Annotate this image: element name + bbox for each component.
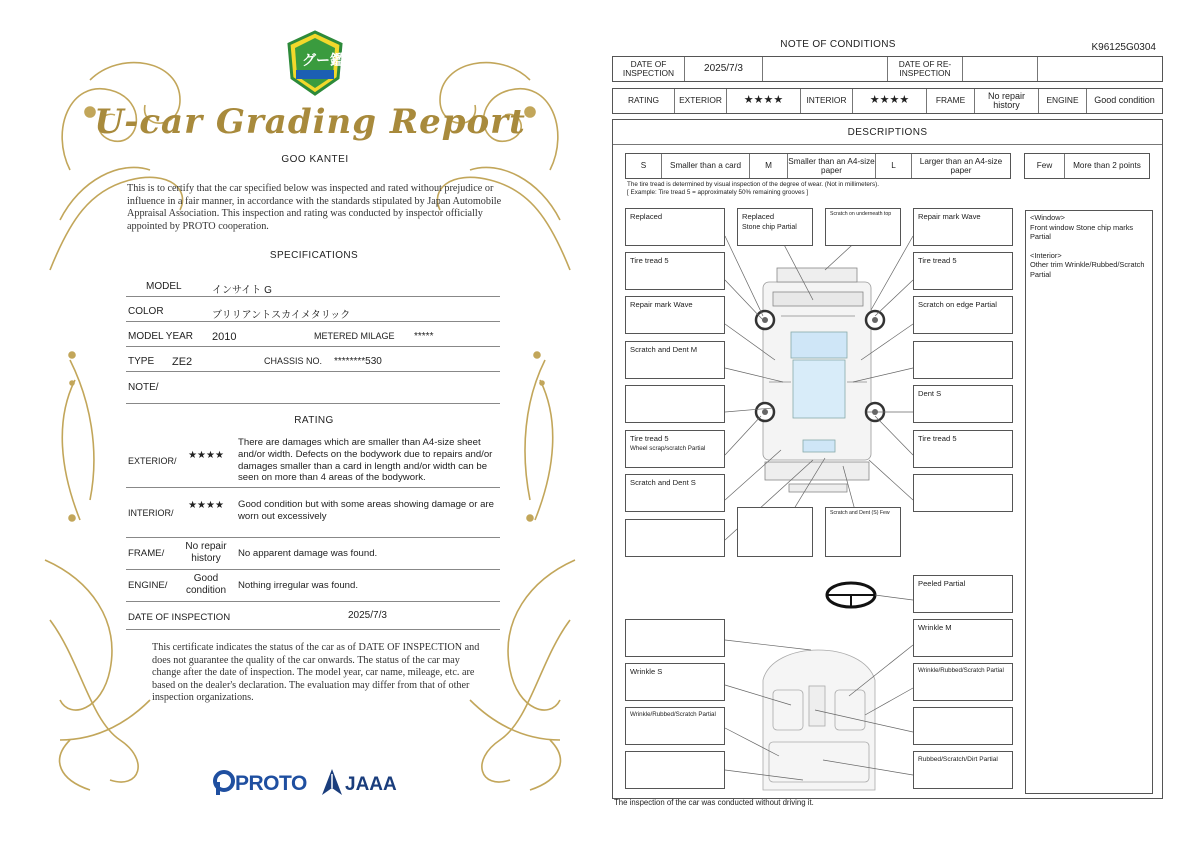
note-box-r3: Scratch on edge Partial	[913, 296, 1013, 334]
proto-logo-text: PROTO	[235, 772, 307, 795]
inspection-date-value: 2025/7/3	[348, 610, 387, 621]
key-few: Few	[1025, 154, 1065, 178]
spec-row-note	[126, 372, 500, 404]
note-box-l9	[625, 619, 725, 657]
exterior-label: EXTERIOR/	[128, 456, 177, 466]
rating-summary-row	[612, 88, 1163, 114]
rating-row-interior	[126, 488, 500, 538]
note-box-r5: Dent S	[913, 385, 1013, 423]
frame-value: No repair history	[185, 541, 227, 564]
rating-row-frame	[126, 538, 500, 570]
note-box-l11: Wrinkle/Rubbed/Scratch Partial	[625, 707, 725, 745]
frame-description: No apparent damage was found.	[238, 548, 378, 559]
interior-label: INTERIOR/	[128, 508, 174, 518]
rating-heading: RATING	[294, 415, 334, 426]
badge-text: グー鑑定	[302, 52, 358, 68]
report-title: U-car Grading Report	[94, 102, 526, 142]
t2-line-1: Replaced	[742, 212, 775, 221]
jaaa-logo-icon	[320, 768, 344, 796]
key-s-desc: Smaller than a card	[662, 154, 750, 178]
blank-cell	[763, 57, 888, 81]
key-m: M	[750, 154, 788, 178]
note-box-r7	[913, 474, 1013, 512]
engine-label: ENGINE	[1039, 89, 1087, 113]
l6-line-1: Tire tread 5	[630, 434, 669, 443]
note-box-r8: Peeled Partial	[913, 575, 1013, 613]
note-box-r11	[913, 707, 1013, 745]
note-box-l6	[625, 430, 725, 468]
note-box-l8	[625, 519, 725, 557]
rating-row-exterior	[126, 434, 500, 488]
noc-title: NOTE OF CONDITIONS	[780, 39, 896, 50]
window-heading: <Window>	[1030, 213, 1065, 222]
certification-statement: This is to certify that the car specified below was inspected and rated without prejudice or influence in a fair manner, in accordance with the standards stipulated by Japan Automobile Appraisal Association. This inspection and rating was conducted by inspector officially appointed by PROTO cooperation.	[127, 183, 502, 232]
reinspection-date-label: DATE OF RE-INSPECTION	[888, 57, 963, 81]
note-box-l3: Repair mark Wave	[625, 296, 725, 334]
key-l: L	[876, 154, 912, 178]
note-box-l5	[625, 385, 725, 423]
model-value: インサイト G	[212, 285, 272, 296]
note-box-r6: Tire tread 5	[913, 430, 1013, 468]
note-box-l4: Scratch and Dent M	[625, 341, 725, 379]
report-subtitle: GOO KANTEI	[281, 154, 349, 165]
few-key	[1024, 153, 1150, 179]
type-label: TYPE	[128, 356, 155, 367]
note-box-l10: Wrinkle S	[625, 663, 725, 701]
t2-line-2: Stone chip Partial	[742, 224, 797, 231]
note-of-conditions	[608, 30, 1168, 820]
spec-row-type	[126, 347, 500, 372]
spec-row-color	[126, 297, 500, 322]
inspection-date-label: DATE OF INSPECTION	[128, 612, 231, 623]
steering-wheel-icon	[827, 583, 875, 607]
key-m-desc: Smaller than an A4-size paper	[788, 154, 876, 178]
window-note: Front window Stone chip marks Partial	[1030, 222, 1134, 242]
metered-mileage-label: METERED MILAGE	[314, 331, 395, 341]
certificate-disclaimer: This certificate indicates the status of the car as of DATE OF INSPECTION and does not guarantee the quality of the car onwards. The status of the car may change after the date of inspection. The model year, car name, mileage, etc. are based on the dealer's declaration. The evaluation may differ from that of other inspection organizations.	[152, 642, 480, 703]
reinspection-date-value	[963, 57, 1038, 81]
note-box-l7: Scratch and Dent S	[625, 474, 725, 512]
inspection-footnote: The inspection of the car was conducted without driving it.	[614, 798, 814, 807]
model-year-label: MODEL YEAR	[128, 331, 194, 342]
note-box-l12	[625, 751, 725, 789]
key-l-desc: Larger than an A4-size paper	[919, 156, 1003, 175]
exterior-description: There are damages which are smaller than A4-size sheet and/or width. Defects on the bodywork due to repairs and/or damages smaller than a card in length and/or width can be seen on more than 4 areas of the bodywork.	[238, 437, 493, 484]
model-year-value: 2010	[212, 331, 237, 343]
note-box-b3: Scratch and Dent (S) Few	[825, 507, 901, 557]
additional-notes	[1025, 210, 1153, 794]
frame-label: FRAME/	[128, 548, 165, 559]
metered-mileage-value: *****	[414, 331, 434, 342]
blank-cell	[1038, 57, 1162, 81]
interior-heading: <Interior>	[1030, 250, 1062, 260]
key-s: S	[626, 154, 662, 178]
model-label: MODEL	[146, 281, 182, 292]
jaaa-logo-text: JAAA	[345, 774, 397, 795]
note-box-r4	[913, 341, 1013, 379]
color-value: ブリリアントスカイメタリック	[212, 310, 351, 321]
l6-line-2: Wheel scrap/scratch Partial	[630, 445, 706, 452]
exterior-stars: ★★★★	[188, 450, 224, 461]
note-box-r9: Wrinkle M	[913, 619, 1013, 657]
note-box-r2: Tire tread 5	[913, 252, 1013, 290]
tire-note-line-1: The tire tread is determined by visual inspection of the degree of wear. (Not in millimeters).	[627, 181, 879, 188]
type-value: ZE2	[172, 356, 193, 368]
note-box-r1: Repair mark Wave	[913, 208, 1013, 246]
frame-label: FRAME	[927, 89, 975, 113]
descriptions-heading: DESCRIPTIONS	[613, 120, 1162, 145]
inspection-date-label: DATE OF INSPECTION	[613, 57, 685, 81]
rating-row-engine	[126, 570, 500, 602]
interior-stars: ★★★★	[188, 500, 224, 511]
color-label: COLOR	[128, 306, 164, 317]
interior-description: Good condition but with some areas showing damage or are worn out excessively	[238, 499, 494, 522]
note-box-b2	[737, 507, 813, 557]
spec-row-year	[126, 322, 500, 347]
exterior-stars: ★★★★	[727, 89, 801, 113]
engine-label: ENGINE/	[128, 580, 168, 591]
note-box-r12: Rubbed/Scratch/Dirt Partial	[913, 751, 1013, 789]
proto-logo-icon	[213, 770, 235, 796]
rating-label: RATING	[613, 89, 675, 113]
engine-description: Nothing irregular was found.	[238, 580, 358, 591]
note-label: NOTE/	[128, 382, 159, 393]
engine-value: Good condition	[185, 573, 227, 596]
note-box-t2	[737, 208, 813, 246]
interior-label: INTERIOR	[801, 89, 853, 113]
frame-value: No repair history	[975, 89, 1039, 113]
specifications-heading: SPECIFICATIONS	[269, 250, 359, 261]
descriptions-panel	[612, 119, 1163, 799]
rating-row-date	[126, 602, 500, 630]
inspection-dates-row	[612, 56, 1163, 82]
inspection-date-value: 2025/7/3	[685, 57, 763, 81]
report-id: K96125G0304	[1091, 42, 1156, 53]
engine-value: Good condition	[1094, 95, 1155, 106]
interior-note: Other trim Wrinkle/Rubbed/Scratch Partial	[1030, 260, 1145, 279]
note-box-l1: Replaced	[625, 208, 725, 246]
spec-row-model	[126, 272, 500, 297]
chassis-value: ********530	[334, 356, 382, 367]
key-few-desc: More than 2 points	[1073, 161, 1141, 171]
chassis-label: CHASSIS NO.	[264, 356, 323, 366]
note-box-t3: Scratch on underneath top	[825, 208, 901, 246]
note-box-l2: Tire tread 5	[625, 252, 725, 290]
interior-stars: ★★★★	[853, 89, 927, 113]
note-box-r10: Wrinkle/Rubbed/Scratch Partial	[913, 663, 1013, 701]
exterior-label: EXTERIOR	[675, 89, 727, 113]
grading-certificate	[30, 20, 590, 830]
tire-note-line-2: [ Example: Tire tread 5 = approximately 50% remaining grooves ]	[627, 189, 809, 197]
